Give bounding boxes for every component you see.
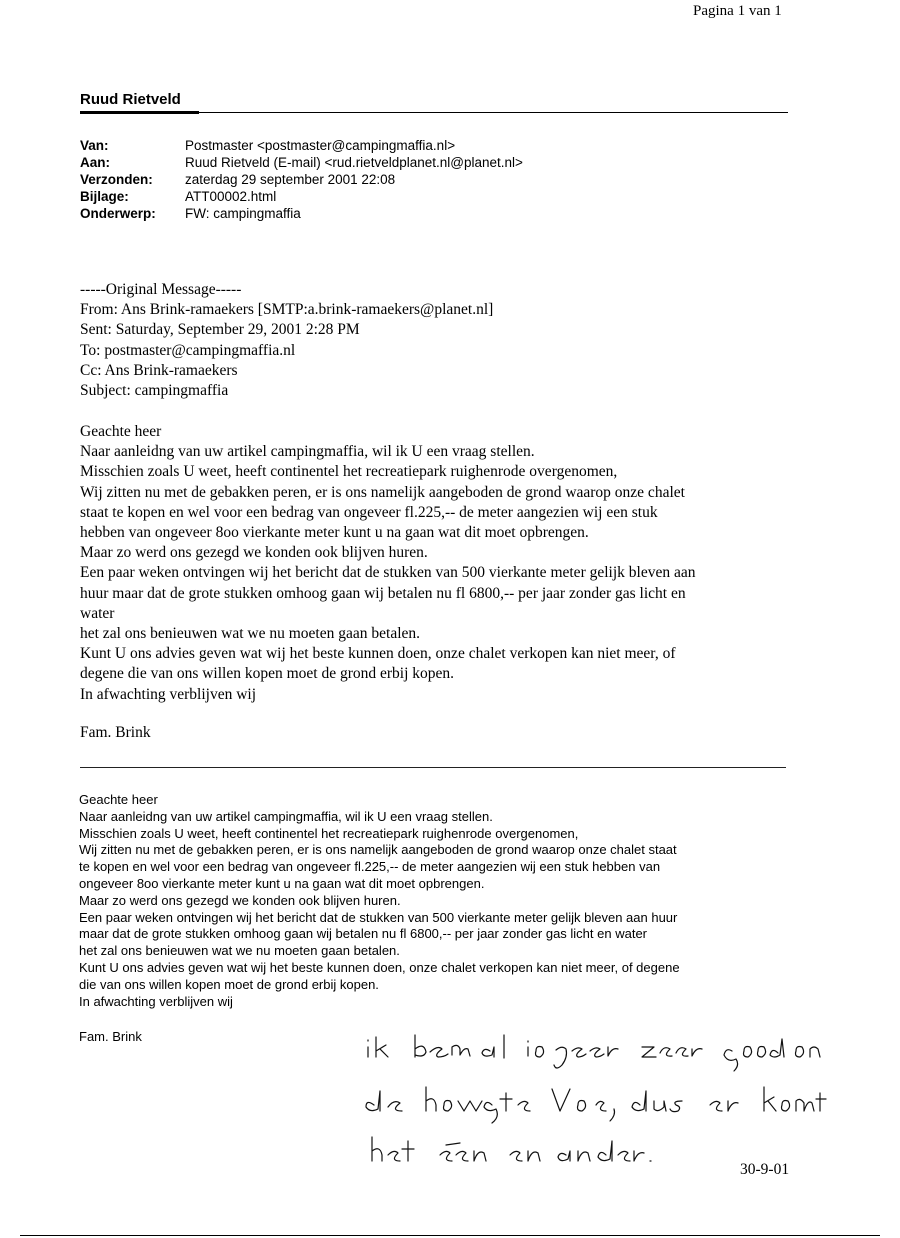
body-line: Geachte heer [79, 792, 158, 807]
header-value: Ruud Rietveld (E-mail) <rud.rietveldplanet.nl@planet.nl> [185, 155, 523, 170]
body-line: Wij zitten nu met de gebakken peren, er is ons namelijk aangeboden de grond waarop onze chalet staat [79, 842, 677, 858]
header-row-attachment [80, 188, 276, 205]
body-line: huur maar dat de grote stukken omhoog gaan wij betalen nu fl 6800,-- per jaar zonder gas licht en [80, 584, 686, 602]
handwritten-note [360, 1025, 830, 1175]
body-line: ongeveer 8oo vierkante meter kunt u na gaan wat dit moet opbrengen. [79, 875, 485, 891]
original-subject: Subject: campingmaffia [80, 382, 229, 400]
handwritten-date: 30-9-01 [740, 1161, 790, 1178]
body-line: maar dat de grote stukken omhoog gaan wij betalen nu fl 6800,-- per jaar zonder gas licht en water [79, 926, 648, 942]
body-line: Een paar weken ontvingen wij het bericht dat de stukken van 500 vierkante meter gelijk bleven aan [80, 564, 696, 582]
body-line: het zal ons benieuwen wat we nu moeten gaan betalen. [80, 625, 421, 643]
header-label: Verzonden: [80, 172, 153, 187]
body-line: Geachte heer [80, 423, 162, 440]
body-line: Maar zo werd ons gezegd we konden ook blijven huren. [79, 892, 401, 908]
body-line: die van ons willen kopen moet de grond erbij kopen. [79, 976, 379, 992]
page-bottom-rule [20, 1235, 880, 1236]
signature-sans: Fam. Brink [79, 1029, 142, 1044]
body-line: te kopen en wel voor een bedrag van ongeveer fl.225,-- de meter aangezien wij een stuk hebben van [79, 859, 661, 875]
body-line: Misschien zoals U weet, heeft continentel het recreatiepark ruighenrode overgenomen, [80, 463, 618, 481]
header-label: Bijlage: [80, 189, 129, 204]
original-cc: Cc: Ans Brink-ramaekers [80, 361, 238, 379]
body-line: staat te kopen en wel voor een bedrag van ongeveer fl.225,-- de meter aangezien wij een stuk [80, 503, 658, 521]
body-line: degene die van ons willen kopen moet de grond erbij kopen. [80, 665, 455, 683]
body-line: In afwachting verblijven wij [79, 993, 233, 1009]
body-line: Naar aanleidng van uw artikel campingmaffia, wil ik U een vraag stellen. [80, 443, 535, 461]
original-sent: Sent: Saturday, September 29, 2001 2:28 PM [80, 321, 360, 339]
original-message-header [80, 280, 493, 401]
body-line: het zal ons benieuwen wat we nu moeten gaan betalen. [79, 943, 400, 959]
header-value: FW: campingmaffia [185, 206, 301, 221]
original-to: To: postmaster@campingmaffia.nl [80, 341, 296, 359]
divider-rule [80, 767, 786, 768]
header-value: zaterdag 29 september 2001 22:08 [185, 172, 396, 187]
original-from: From: Ans Brink-ramaekers [SMTP:a.brink-ramaekers@planet.nl] [80, 301, 494, 319]
original-message-marker: -----Original Message----- [80, 281, 242, 298]
header-value: Postmaster <postmaster@campingmaffia.nl> [185, 138, 456, 153]
body-line: Kunt U ons advies geven wat wij het beste kunnen doen, onze chalet verkopen kan niet meer, of [80, 645, 676, 663]
header-label: Van: [80, 138, 109, 153]
header-row-subject [80, 205, 301, 222]
body-line: hebben van ongeveer 8oo vierkante meter kunt u na gaan wat dit moet opbrengen. [80, 524, 589, 542]
header-row-from [80, 137, 455, 154]
signature-serif: Fam. Brink [80, 724, 151, 741]
sender-name: Ruud Rietveld [80, 91, 181, 108]
header-label: Aan: [80, 155, 110, 170]
header-row-sent [80, 171, 395, 188]
body-line: Maar zo werd ons gezegd we konden ook blijven huren. [80, 544, 428, 562]
page-number: Pagina 1 van 1 [693, 3, 782, 19]
message-body-sans [79, 792, 680, 1010]
body-line: Misschien zoals U weet, heeft continentel het recreatiepark ruighenrode overgenomen, [79, 825, 579, 841]
header-row-to [80, 154, 523, 171]
body-line: Naar aanleidng van uw artikel campingmaffia, wil ik U een vraag stellen. [79, 808, 493, 824]
header-rule-accent [80, 111, 199, 114]
body-line: Wij zitten nu met de gebakken peren, er is ons namelijk aangeboden de grond waarop onze chalet [80, 483, 685, 501]
body-line: In afwachting verblijven wij [80, 685, 257, 703]
header-value: ATT00002.html [185, 189, 277, 204]
body-line: Een paar weken ontvingen wij het bericht dat de stukken van 500 vierkante meter gelijk bleven aan huur [79, 909, 678, 925]
body-line: water [80, 604, 115, 622]
message-body-serif [80, 422, 695, 705]
header-label: Onderwerp: [80, 206, 156, 221]
body-line: Kunt U ons advies geven wat wij het beste kunnen doen, onze chalet verkopen kan niet meer, of degene [79, 959, 680, 975]
